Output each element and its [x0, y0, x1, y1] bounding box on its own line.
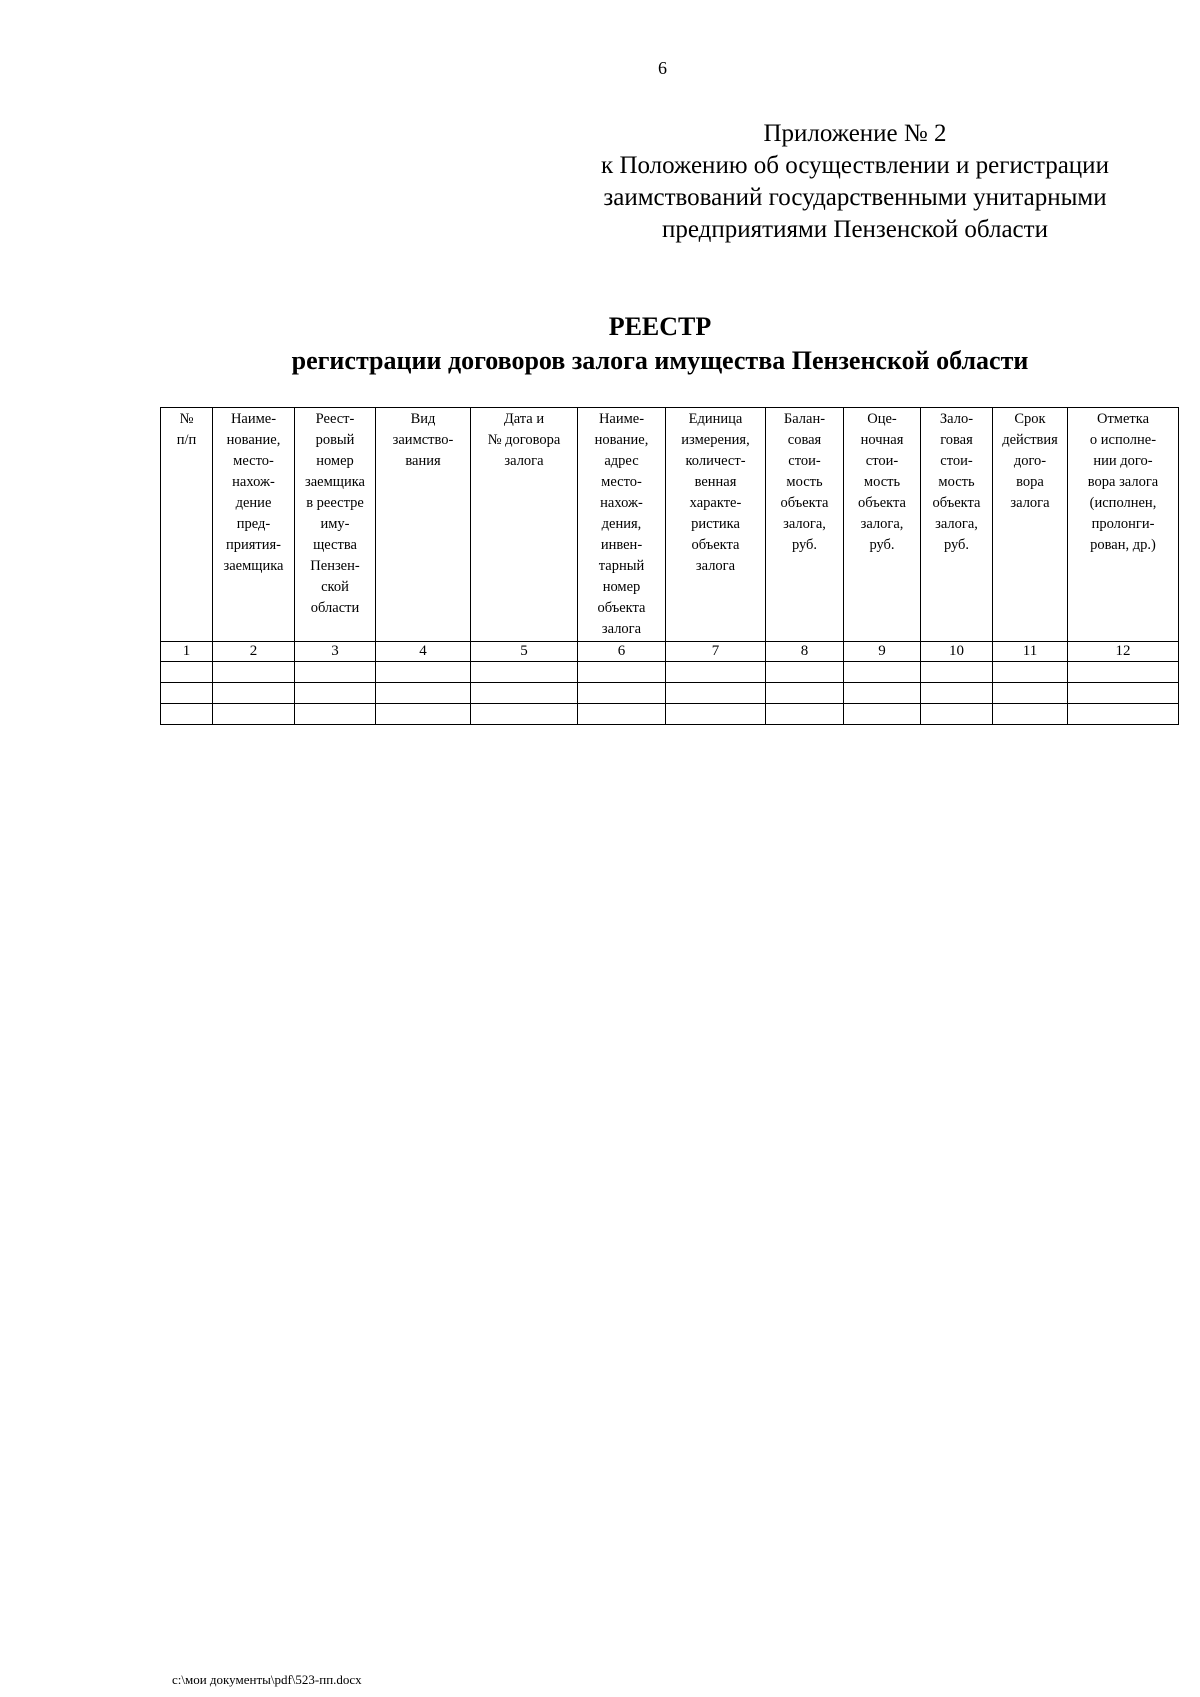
- page-number: 6: [658, 58, 667, 78]
- table-cell: [578, 704, 666, 725]
- column-number: 11: [993, 642, 1068, 662]
- column-number: 8: [766, 642, 844, 662]
- table-cell: [993, 662, 1068, 683]
- column-number: 4: [376, 642, 471, 662]
- table-cell: [213, 704, 295, 725]
- column-header: Наиме- нование, место- нахож- дение пред- приятия- заемщика: [213, 408, 295, 642]
- column-header: Единица измерения, количест- венная характе- ристика объекта залога: [666, 408, 766, 642]
- table-cell: [295, 683, 376, 704]
- table-cell: [844, 704, 921, 725]
- table-cell: [376, 704, 471, 725]
- table-cell: [766, 683, 844, 704]
- appendix-line: заимствований государственными унитарными: [603, 184, 1107, 211]
- column-header: Наиме- нование, адрес место- нахож- дения, инвен- тарный номер объекта залога: [578, 408, 666, 642]
- appendix-line: предприятиями Пензенской области: [662, 216, 1048, 243]
- table-cell: [161, 704, 213, 725]
- table-cell: [844, 683, 921, 704]
- table-cell: [376, 662, 471, 683]
- table-cell: [471, 662, 578, 683]
- empty-rows-body: [161, 662, 1179, 725]
- table-cell: [376, 683, 471, 704]
- table-cell: [161, 683, 213, 704]
- appendix-heading: [560, 118, 1150, 246]
- table-cell: [993, 704, 1068, 725]
- table-cell: [666, 683, 766, 704]
- column-header: Оце- ночная стои- мость объекта залога, руб.: [844, 408, 921, 642]
- column-header: Отметка о исполне- нии дого- вора залога (исполнен, пролонги- рован, др.): [1068, 408, 1179, 642]
- table-cell: [921, 683, 993, 704]
- column-number: 7: [666, 642, 766, 662]
- column-header: № п/п: [161, 408, 213, 642]
- column-number: 10: [921, 642, 993, 662]
- column-header: Балан- совая стои- мость объекта залога, руб.: [766, 408, 844, 642]
- appendix-line: к Положению об осуществлении и регистрации: [601, 152, 1109, 179]
- table-cell: [666, 662, 766, 683]
- table-cell: [1068, 662, 1179, 683]
- appendix-line: Приложение № 2: [763, 120, 947, 147]
- table-cell: [578, 683, 666, 704]
- table-cell: [666, 704, 766, 725]
- column-number: 1: [161, 642, 213, 662]
- column-number: 6: [578, 642, 666, 662]
- column-number: 2: [213, 642, 295, 662]
- table-cell: [921, 662, 993, 683]
- column-number-row: [161, 642, 1179, 662]
- table-row: [161, 683, 1179, 704]
- title-main: РЕЕСТР: [608, 312, 712, 341]
- table-cell: [1068, 683, 1179, 704]
- table-cell: [766, 704, 844, 725]
- column-header: Зало- говая стои- мость объекта залога, руб.: [921, 408, 993, 642]
- table-cell: [844, 662, 921, 683]
- title-subtitle: регистрации договоров залога имущества Пензенской области: [291, 346, 1029, 375]
- table-row: [161, 662, 1179, 683]
- table-cell: [295, 662, 376, 683]
- column-number: 3: [295, 642, 376, 662]
- column-header: Срок действия дого- вора залога: [993, 408, 1068, 642]
- table-cell: [1068, 704, 1179, 725]
- column-number: 12: [1068, 642, 1179, 662]
- table-cell: [213, 662, 295, 683]
- table-cell: [766, 662, 844, 683]
- table-cell: [295, 704, 376, 725]
- column-header: Дата и № договора залога: [471, 408, 578, 642]
- table-row: [161, 704, 1179, 725]
- table-cell: [161, 662, 213, 683]
- registry-table: [160, 407, 1179, 725]
- table-cell: [213, 683, 295, 704]
- column-number: 9: [844, 642, 921, 662]
- table-cell: [578, 662, 666, 683]
- table-header-row: [161, 408, 1179, 642]
- column-header: Реест- ровый номер заемщика в реестре иму- щества Пензен- ской области: [295, 408, 376, 642]
- footer-file-path: c:\мои документы\pdf\523-пп.docx: [172, 1672, 362, 1687]
- table-cell: [471, 683, 578, 704]
- table-cell: [471, 704, 578, 725]
- table-cell: [993, 683, 1068, 704]
- document-title: [160, 310, 1160, 378]
- table-cell: [921, 704, 993, 725]
- column-header: Вид заимство- вания: [376, 408, 471, 642]
- column-number: 5: [471, 642, 578, 662]
